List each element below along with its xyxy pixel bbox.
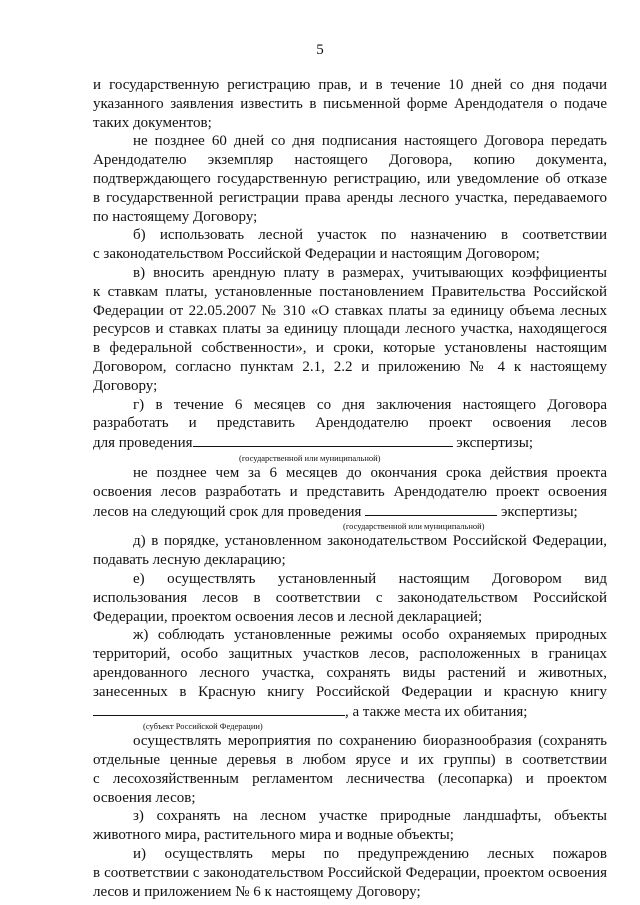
text-line: Договором, согласно пунктам 2.1, 2.2 и приложению № 4 к настоящему: [93, 358, 607, 375]
text-line: использования лесов в соответствии с законодательством Российской: [93, 589, 607, 606]
text-line: указанного заявления известить в письменной форме Арендодателя о подаче: [93, 95, 607, 112]
text-line: в федеральной собственности», и сроки, которые установлены настоящим: [93, 340, 607, 357]
text-line: б) использовать лесной участок по назначению в соответствии: [133, 227, 607, 244]
text-line: с законодательством Российской Федерации и настоящим Договором;: [93, 246, 540, 263]
text-line: Федерации от 22.05.2007 № 310 «О ставках платы за единицу объема лесных: [93, 302, 607, 319]
text-line: освоения лесов;: [93, 789, 196, 806]
paragraph-d: [93, 532, 607, 570]
text-line: не позднее 60 дней со дня подписания настоящего Договора передать: [133, 133, 607, 150]
text-line: освоения лесов разработать и представить Арендодателю проект освоения: [93, 483, 607, 500]
text-fragment: для проведения: [93, 435, 193, 452]
text-line: арендованного лесного участка, сохранять виды растений и животных,: [93, 664, 607, 681]
field-hint: (государственной или муниципальной): [343, 521, 485, 532]
text-line: Федерации, проектом освоения лесов и лесной декларацией;: [93, 608, 483, 625]
blank-line: [365, 502, 497, 516]
text-fragment: экспертизы;: [500, 503, 578, 520]
text-line: в) вносить арендную плату в размерах, учитывающих коэффициенты: [133, 264, 607, 281]
text-line-with-blank: [93, 702, 607, 722]
text-line: к ставкам платы, установленные постановлением Правительства Российской: [93, 283, 607, 300]
paragraph-i: [93, 845, 607, 901]
text-line: и) осуществлять меры по предупреждению лесных пожаров: [133, 846, 607, 863]
text-line: животного мира, растительного мира и водные объекты;: [93, 827, 454, 844]
text-line: ж) соблюдать установленные режимы особо охраняемых природных: [133, 627, 607, 644]
text-line: ресурсов и ставках платы за единицу площади лесного участка, находящегося: [93, 321, 607, 338]
text-line: осуществлять мероприятия по сохранению биоразнообразия (сохранять: [133, 733, 607, 750]
paragraph-g2: [93, 464, 607, 532]
paragraph-b: [93, 226, 607, 264]
text-line: таких документов;: [93, 114, 212, 131]
text-line: занесенных в Красную книгу Российской Федерации и красную книгу: [93, 683, 607, 700]
text-line: Договору;: [93, 377, 158, 394]
blank-line: [93, 702, 345, 716]
text-fragment: экспертизы;: [456, 435, 534, 452]
text-line-with-blank: [93, 433, 607, 453]
paragraph-biodiversity: [93, 732, 607, 807]
text-line: по настоящему Договору;: [93, 208, 258, 225]
text-fragment: , а также места их обитания;: [345, 703, 528, 720]
text-line: разработать и представить Арендодателю проект освоения лесов: [93, 415, 607, 432]
text-line: подавать лесную декларацию;: [93, 552, 286, 569]
text-line: и государственную регистрацию прав, и в течение 10 дней со дня подачи: [93, 77, 607, 93]
text-line-with-blank: [93, 502, 607, 522]
blank-line: [193, 433, 453, 447]
paragraph-e: [93, 570, 607, 626]
field-hint: (субъект Российской Федерации): [143, 721, 263, 732]
text-line: лесов и приложением № 6 к настоящему Договору;: [93, 883, 421, 900]
text-line: Арендодателю экземпляр настоящего Договора, копию документа,: [93, 152, 607, 169]
paragraph-zh: [93, 626, 607, 732]
text-line: не позднее чем за 6 месяцев до окончания срока действия проекта: [133, 464, 607, 481]
page-number: 5: [316, 42, 324, 58]
text-line: г) в течение 6 месяцев со дня заключения настоящего Договора: [133, 396, 607, 413]
text-line: е) осуществлять установленный настоящим Договором вид: [133, 570, 607, 587]
text-line: в соответствии с законодательством Российской Федерации, проектом освоения: [93, 864, 607, 881]
paragraph-registration: [93, 76, 607, 132]
paragraph-60-days: [93, 132, 607, 226]
text-line: с лесохозяйственным регламентом лесничества (лесопарка) и проектом: [93, 770, 607, 787]
document-body: [93, 76, 607, 901]
text-line: з) сохранять на лесном участке природные ландшафты, объекты: [133, 808, 607, 825]
text-line: подтверждающего государственную регистрацию, или уведомление об отказе: [93, 170, 607, 187]
text-line: территорий, особо защитных участков лесов, расположенных в границах: [93, 646, 607, 663]
paragraph-g: [93, 396, 607, 464]
text-fragment: лесов на следующий срок для проведения: [93, 503, 362, 520]
text-line: д) в порядке, установленном законодательством Российской Федерации,: [133, 533, 607, 550]
field-hint: (государственной или муниципальной): [239, 452, 381, 463]
paragraph-z: [93, 807, 607, 845]
text-line: отдельные ценные деревья в любом ярусе и их группы) в соответствии: [93, 752, 607, 769]
paragraph-v: [93, 264, 607, 396]
text-line: в государственной регистрации права аренды лесного участка, передаваемого: [93, 189, 607, 206]
